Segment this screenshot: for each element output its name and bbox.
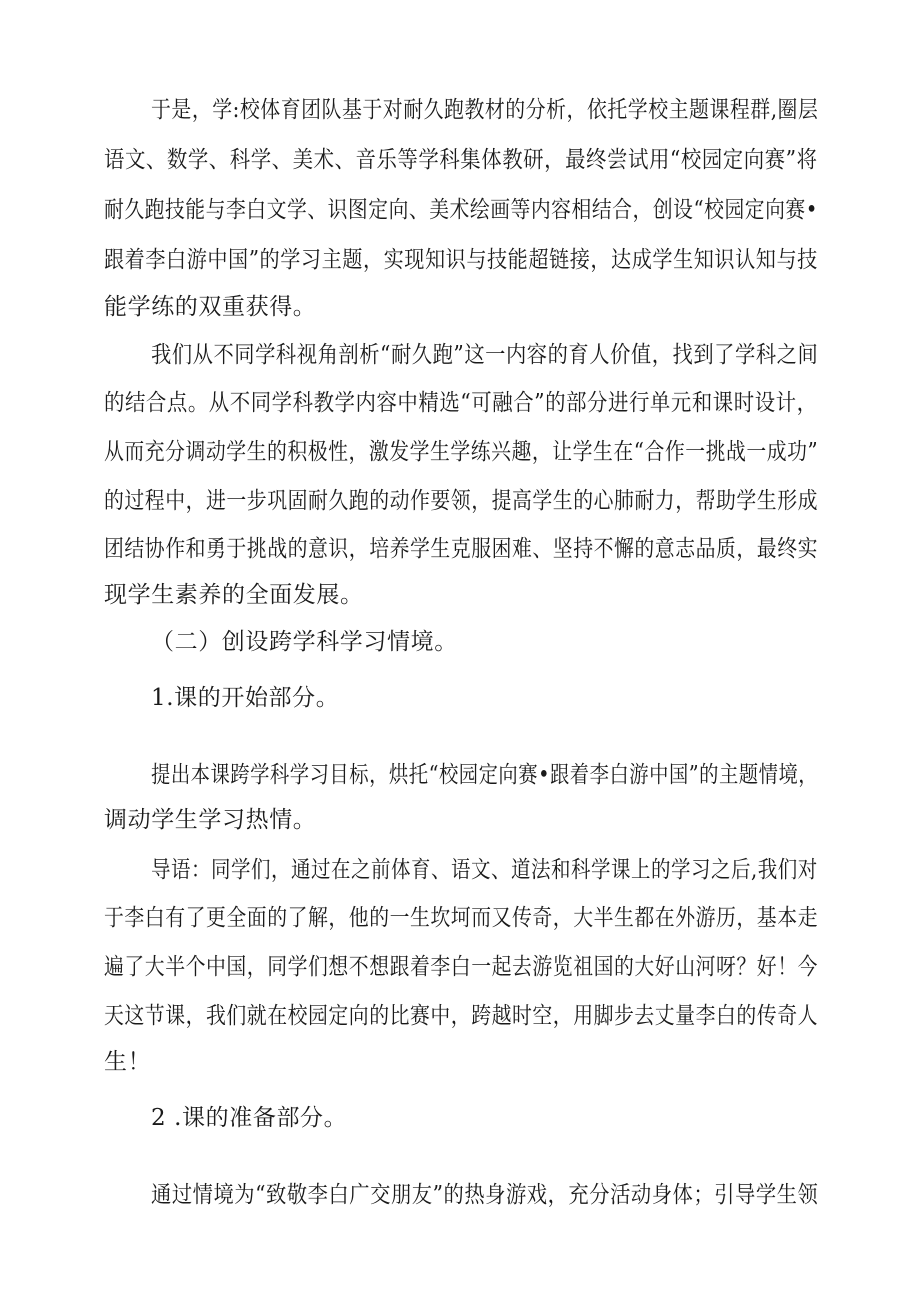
paragraph-2-line-2: 的结合点。从不同学科教学内容中精选“可融合”的部分进行单元和课时设计， — [104, 390, 818, 416]
paragraph-4-line-3: 遍了大半个中国，同学们想不想跟着李白一起去游览祖国的大好山河呀？好！今 — [104, 954, 818, 980]
paragraph-1-line-1: 于是，学:校体育团队基于对耐久跑教材的分析，依托学校主题课程群,圈层 — [151, 97, 819, 123]
paragraph-1-line-3: 耐久跑技能与李白文学、识图定向、美术绘画等内容相结合，创设“校园定向赛• — [104, 197, 818, 223]
paragraph-2-line-3: 从而充分调动学生的积极性，激发学生学练兴趣，让学生在“合作一挑战一成功” — [104, 439, 819, 465]
paragraph-5-line-1: 通过情境为“致敬李白广交朋友”的热身游戏，充分活动身体；引导学生领 — [151, 1182, 819, 1208]
paragraph-4-line-1: 导语：同学们，通过在之前体育、语文、道法和科学课上的学习之后,我们对 — [151, 857, 818, 883]
paragraph-1-line-2: 语文、数学、科学、美术、音乐等学科集体教研，最终尝试用“校园定向赛”将 — [104, 147, 818, 173]
paragraph-3-line-1: 提出本课跨学科学习目标，烘托“校园定向赛•跟着李白游中国”的主题情境， — [151, 762, 819, 788]
paragraph-2-line-5: 团结协作和勇于挑战的意识，培养学生克服困难、坚持不懈的意志品质，最终实 — [104, 536, 818, 562]
paragraph-4-line-2: 于李白有了更全面的了解，他的一生坎坷而又传奇，大半生都在外游历，基本走 — [104, 905, 818, 931]
paragraph-2-line-1: 我们从不同学科视角剖析“耐久跑”这一内容的育人价值，找到了学科之间 — [151, 342, 819, 368]
paragraph-2-line-6: 现学生素养的全面发展。 — [104, 582, 364, 608]
paragraph-4-line-5: 生！ — [104, 1049, 152, 1075]
paragraph-1-line-4: 跟着李白游中国”的学习主题，实现知识与技能超链接，达成学生知识认知与技 — [104, 247, 818, 273]
paragraph-4-line-4: 天这节课，我们就在校园定向的比赛中，跨越时空，用脚步去丈量李白的传奇人 — [104, 1003, 818, 1029]
subsection-heading-1: 1.课的开始部分。 — [151, 685, 340, 711]
paragraph-1-line-5: 能学练的双重获得。 — [104, 294, 317, 320]
paragraph-3-line-2: 调动学生学习热情。 — [104, 807, 317, 833]
section-heading-2: （二）创设跨学科学习情境。 — [151, 629, 458, 655]
subsection-heading-2: 2 .课的准备部分。 — [151, 1105, 348, 1131]
paragraph-2-line-4: 的过程中，进一步巩固耐久跑的动作要领，提高学生的心肺耐力，帮助学生形成 — [104, 488, 818, 514]
